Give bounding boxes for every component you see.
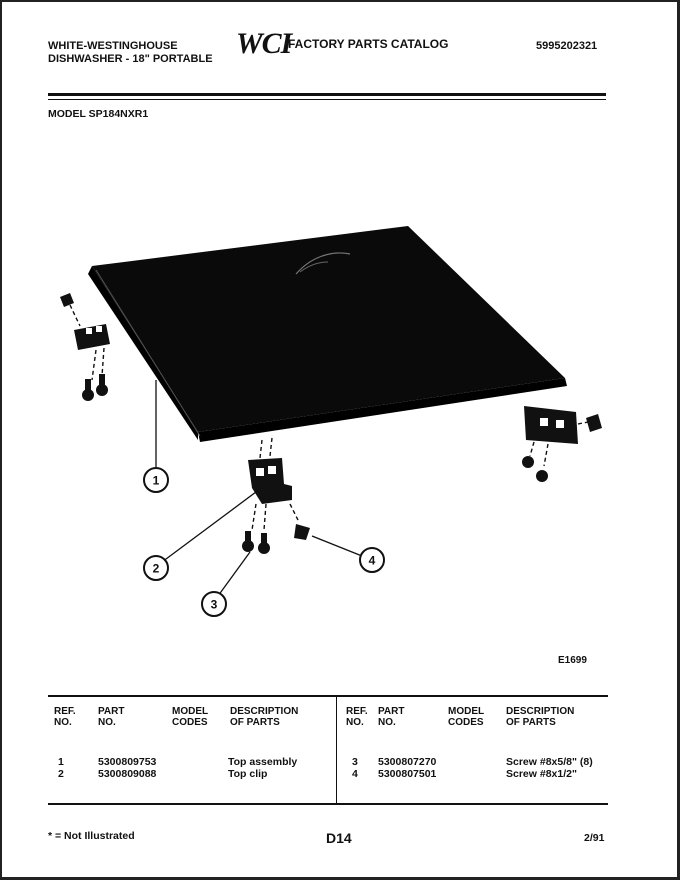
- header-model-right: MODEL CODES: [448, 706, 485, 728]
- catalog-title: FACTORY PARTS CATALOG: [288, 37, 449, 51]
- row-ref: 2: [58, 768, 64, 780]
- header-ref-right: REF. NO.: [346, 706, 368, 728]
- table-bottom-rule: [48, 803, 608, 805]
- figure-id: E1699: [558, 655, 587, 666]
- header-part-left: PART NO.: [98, 706, 125, 728]
- page-number: D14: [326, 830, 352, 846]
- center-clip-illustration: [242, 438, 310, 554]
- row-ref: 4: [352, 768, 358, 780]
- revision-date: 2/91: [584, 832, 605, 844]
- callout-4-label: 4: [368, 553, 376, 568]
- callout-3-label: 3: [210, 597, 218, 612]
- header-model-left: MODEL CODES: [172, 706, 209, 728]
- catalog-number: 5995202321: [536, 40, 598, 52]
- brand-line-1: WHITE-WESTINGHOUSE: [48, 40, 178, 52]
- table-center-divider: [336, 697, 337, 803]
- callout-2-label: 2: [152, 561, 160, 576]
- row-ref: 1: [58, 756, 64, 768]
- callout-1-label: 1: [152, 473, 160, 488]
- top-assembly-illustration: [88, 226, 567, 442]
- row-part-no: 5300809088: [98, 768, 157, 780]
- left-clip-illustration: [60, 293, 110, 401]
- footnote: * = Not Illustrated: [48, 830, 135, 842]
- brand-line-2: DISHWASHER - 18" PORTABLE: [48, 53, 213, 65]
- row-description: Top clip: [228, 768, 268, 780]
- header-part-right: PART NO.: [378, 706, 405, 728]
- row-description: Top assembly: [228, 756, 298, 768]
- row-description: Screw #8x1/2": [506, 768, 577, 780]
- header-desc-right: DESCRIPTION OF PARTS: [506, 706, 575, 728]
- wci-logo: WCI: [236, 27, 292, 60]
- row-description: Screw #8x5/8" (8): [506, 756, 593, 768]
- row-part-no: 5300807501: [378, 768, 437, 780]
- right-clip-illustration: [522, 406, 602, 482]
- header-ref-left: REF. NO.: [54, 706, 76, 728]
- model-label: MODEL SP184NXR1: [48, 108, 149, 120]
- row-part-no: 5300807270: [378, 756, 437, 768]
- row-ref: 3: [352, 756, 358, 768]
- header-desc-left: DESCRIPTION OF PARTS: [230, 706, 299, 728]
- table-top-rule: [48, 695, 608, 697]
- row-part-no: 5300809753: [98, 756, 157, 768]
